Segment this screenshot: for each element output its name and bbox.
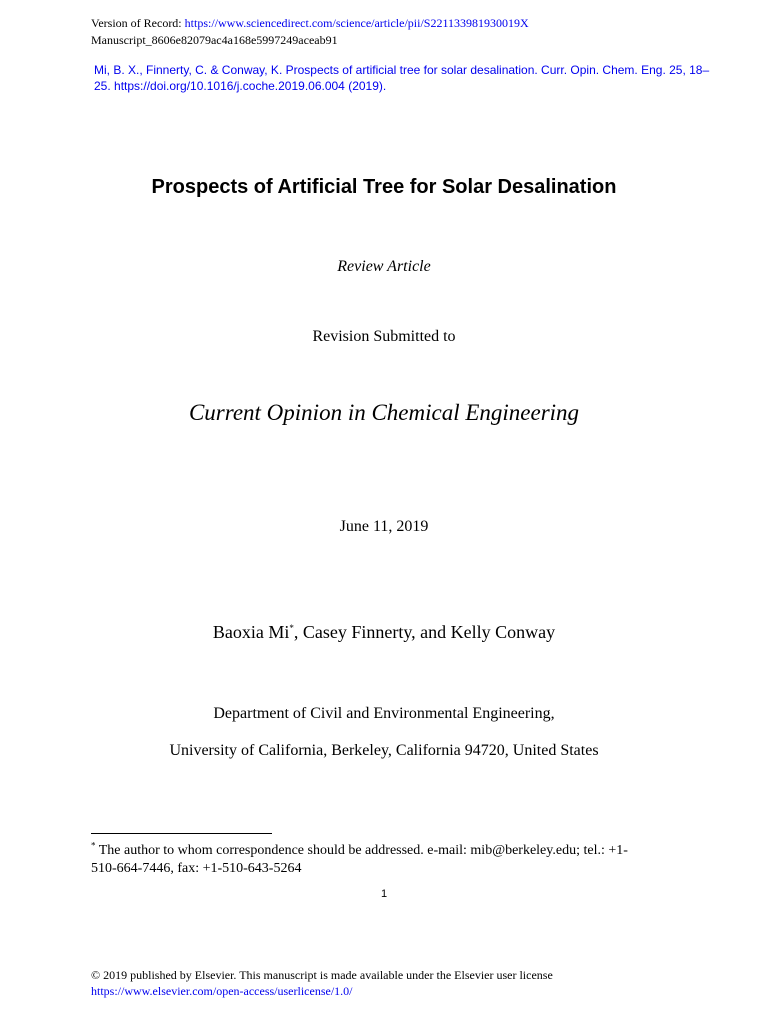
page-number: 1	[380, 888, 388, 900]
footnote-line-2: 510-664-7446, fax: +1-510-643-5264	[91, 861, 302, 876]
license-link[interactable]: https://www.elsevier.com/open-access/userlicense/1.0/	[91, 984, 353, 998]
affiliation-line-1: Department of Civil and Environmental Engineering,	[213, 705, 555, 722]
footnote-text: The author to whom correspondence should be addressed. e-mail: mib@berkeley.edu; tel.: +1-	[95, 843, 628, 858]
article-title: Prospects of Artificial Tree for Solar Desalination	[151, 176, 617, 198]
footnote-rule	[91, 833, 272, 834]
footnote-line-1	[91, 840, 628, 859]
corresponding-mark: *	[289, 623, 294, 633]
revision-label: Revision Submitted to	[312, 328, 456, 345]
citation-line-1[interactable]: Mi, B. X., Finnerty, C. & Conway, K. Prospects of artificial tree for solar desalination. Curr. Opin. Chem. Eng. 25, 18–	[94, 63, 710, 77]
journal-name: Current Opinion in Chemical Engineering	[188, 400, 580, 425]
manuscript-id: Manuscript_8606e82079ac4a168e5997249aceab91	[91, 33, 338, 47]
author-first: Baoxia Mi	[212, 622, 290, 642]
version-of-record	[91, 16, 529, 31]
license-text: © 2019 published by Elsevier. This manuscript is made available under the Elsevier user license	[91, 968, 553, 982]
version-link[interactable]: https://www.sciencedirect.com/science/article/pii/S221133981930019X	[184, 16, 529, 30]
author-list	[0, 622, 768, 643]
submission-date: June 11, 2019	[339, 518, 429, 535]
author-rest: , Casey Finnerty, and Kelly Conway	[293, 622, 556, 642]
affiliation-line-2: University of California, Berkeley, California 94720, United States	[169, 742, 599, 759]
citation-line-2[interactable]: 25. https://doi.org/10.1016/j.coche.2019.06.004 (2019).	[94, 79, 387, 93]
footnote-mark: *	[91, 840, 96, 851]
version-label: Version of Record:	[91, 16, 182, 30]
article-type: Review Article	[337, 258, 431, 275]
